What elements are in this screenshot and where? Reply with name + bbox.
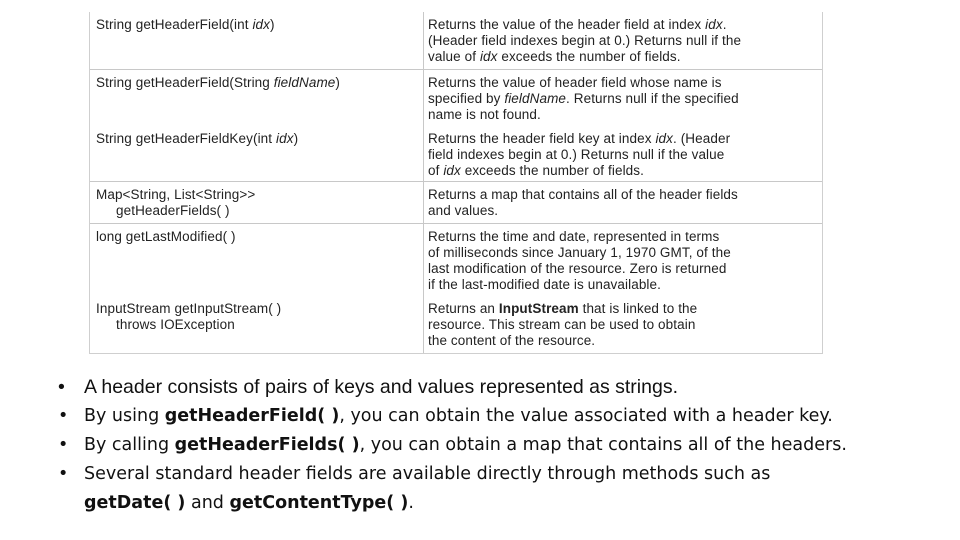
method-signature: Map<String, List<String>> getHeaderFields( ) [96, 187, 256, 218]
table-row [90, 12, 822, 70]
method-signature: InputStream getInputStream( ) throws IOException [96, 301, 282, 332]
bullet-item: • By calling getHeaderFields( ), you can obtain a map that contains all of the headers. [58, 431, 938, 460]
method-signature: long getLastModified( ) [96, 229, 236, 244]
method-signature: String getHeaderField(String fieldName) [96, 75, 341, 90]
bullet-icon: • [58, 435, 69, 455]
bullet-icon: • [58, 376, 65, 398]
method-description: Returns a map that contains all of the header fields and values. [428, 187, 738, 218]
bullet-icon: • [58, 464, 69, 484]
method-description: Returns the header field key at index idx. (Header field indexes begin at 0.) Returns null if the value of idx exceeds the number of fields. [428, 131, 731, 178]
bullet-list [58, 373, 938, 518]
bullet-item: • By using getHeaderField( ), you can obtain the value associated with a header key. [58, 402, 938, 431]
method-table [89, 12, 823, 354]
method-signature: String getHeaderFieldKey(int idx) [96, 131, 299, 146]
bullet-item: • A header consists of pairs of keys and values represented as strings. [58, 373, 938, 402]
method-description: Returns the value of header field whose name is specified by fieldName. Returns null if the specified name is not found. [428, 75, 739, 122]
bullet-icon: • [58, 406, 69, 426]
table-row [90, 182, 822, 224]
method-description: Returns the value of the header field at index idx. (Header field indexes begin at 0.) Returns null if the value of idx exceeds the number of fields. [428, 17, 742, 64]
method-signature: String getHeaderField(int idx) [96, 17, 275, 32]
table-row [90, 70, 822, 182]
method-description: Returns the time and date, represented in terms of milliseconds since January 1, 1970 GMT, of the last modification of the resource. Zero is returned if the last-modified date is unavailable. [428, 229, 731, 292]
method-description: Returns an InputStream that is linked to the resource. This stream can be used to obtain the content of the resource. [428, 301, 698, 348]
bullet-item: • Several standard header fields are available directly through methods such as getDate( ) and getContentType( ). [58, 460, 938, 518]
table-row [90, 224, 822, 353]
